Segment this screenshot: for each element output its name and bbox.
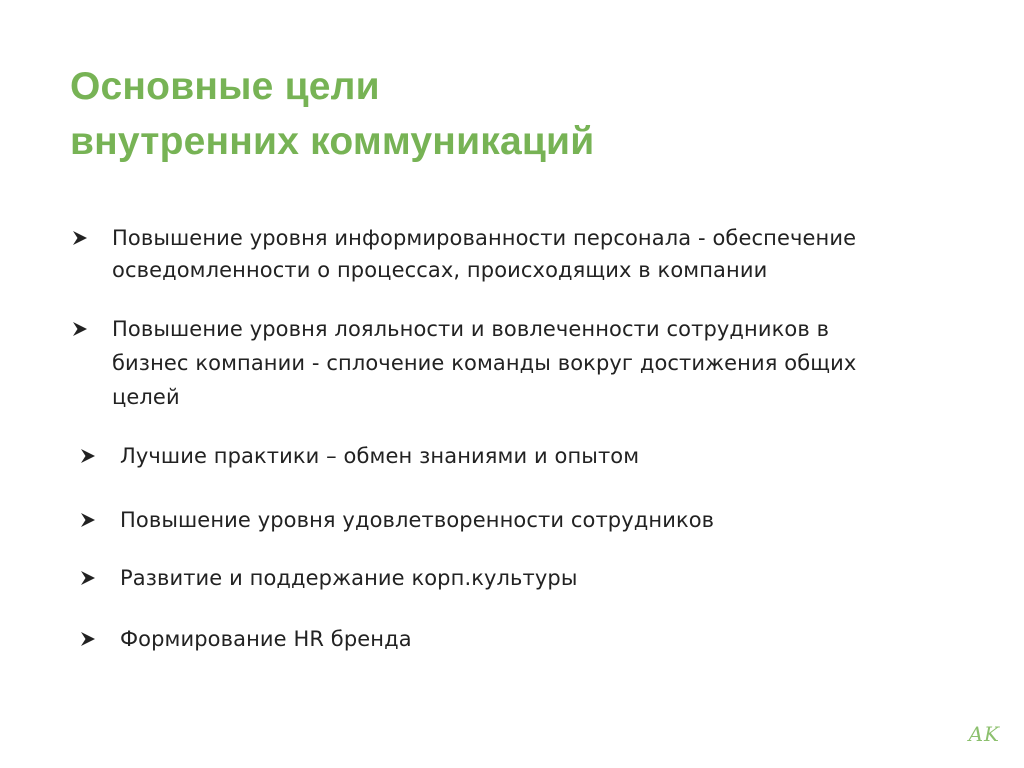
arrowhead-bullet-icon [80, 504, 120, 536]
bullet-text: Развитие и поддержание корп.культуры [120, 566, 578, 590]
title-line-2: внутренних коммуникаций [70, 120, 595, 163]
bullet-text: Лучшие практики – обмен знаниями и опытом [120, 444, 640, 468]
slide-title [70, 59, 594, 169]
bullet-item [72, 222, 856, 286]
bullet-text: Повышение уровня информированности персонала - обеспечение осведомленности о процессах, происходящих в компании [112, 226, 857, 282]
arrowhead-bullet-icon [80, 562, 120, 594]
arrowhead-bullet-icon [72, 312, 112, 346]
bullet-item [80, 562, 578, 594]
bullet-text: Повышение уровня удовлетворенности сотрудников [120, 508, 715, 532]
arrowhead-bullet-icon [80, 440, 120, 472]
bullet-text: Формирование HR бренда [120, 627, 412, 651]
title-line-1: Основные цели [70, 65, 380, 108]
author-signature: AK [968, 722, 1000, 746]
bullet-text: Повышение уровня лояльности и вовлеченности сотрудников в бизнес компании - сплочение команды вокруг достижения общих целей [112, 317, 857, 409]
bullet-item [72, 312, 856, 414]
bullet-item [80, 504, 714, 536]
bullet-item [80, 623, 412, 655]
arrowhead-bullet-icon [72, 222, 112, 254]
arrowhead-bullet-icon [80, 623, 120, 655]
bullet-item [80, 440, 639, 472]
